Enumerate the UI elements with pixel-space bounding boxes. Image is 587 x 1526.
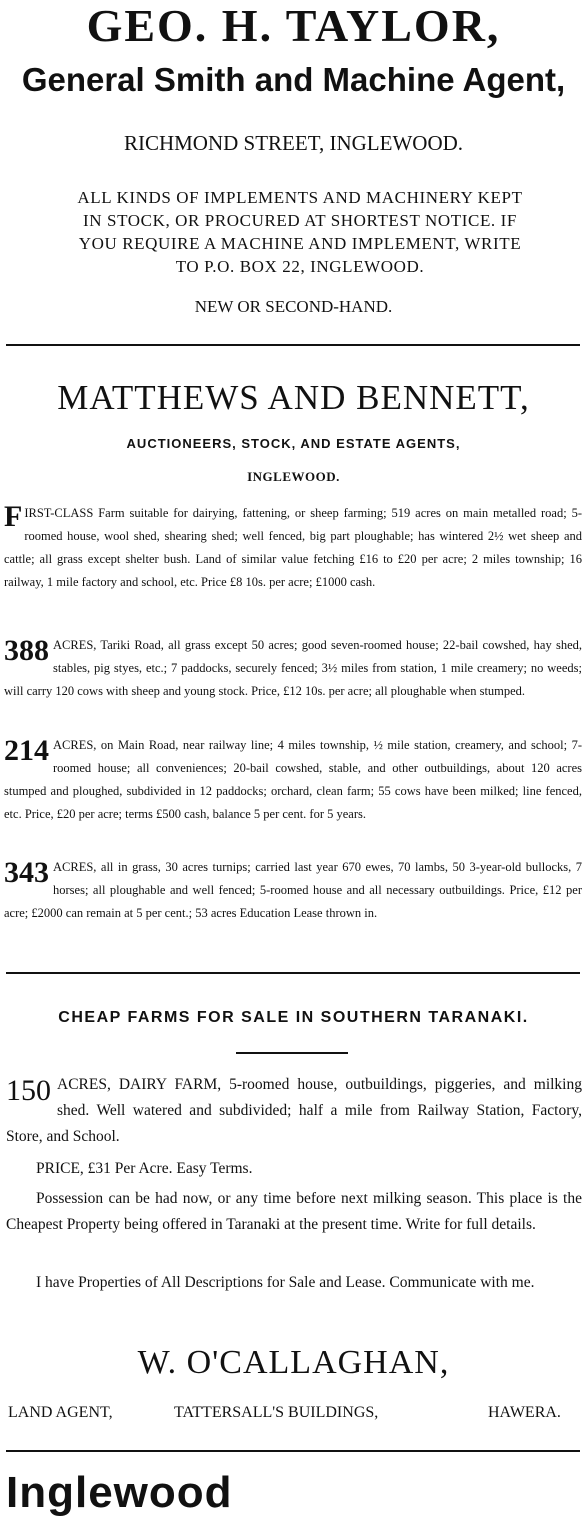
taylor-body-line: YOU REQUIRE A MACHINE AND IMPLEMENT, WRITE (78, 234, 522, 253)
listing-lead: 214 (4, 734, 49, 767)
taylor-body (30, 186, 570, 278)
listing-text: ACRES, all in grass, 30 acres turnips; carried last year 670 ewes, 70 lambs, 50 3-year-old bullocks, 7 horses; all ploughable and well fenced; 5-roomed house and all necessary outbuildings. Price, £12 per acre; £2000 can remain at 5 per cent.; 53 acres Education Lease thrown in. (4, 860, 582, 920)
taylor-tagline: NEW OR SECOND-HAND. (194, 297, 393, 316)
inglewood-heading: Inglewood (6, 1468, 233, 1517)
farm-description (6, 1072, 582, 1150)
listing-item (4, 856, 582, 925)
farm-price: PRICE, £31 Per Acre. Easy Terms. (36, 1160, 253, 1177)
section-divider (6, 972, 580, 974)
taylor-name: GEO. H. TAYLOR, (86, 0, 501, 51)
taylor-body-line: ALL KINDS OF IMPLEMENTS AND MACHINERY KEPT (77, 188, 523, 207)
ocallaghan-name: W. O'CALLAGHAN, (137, 1344, 450, 1381)
taylor-subtitle: General Smith and Machine Agent, (21, 61, 566, 98)
section-divider (6, 1450, 580, 1452)
listing-item (4, 502, 582, 594)
listing-text: IRST-CLASS Farm suitable for dairying, fattening, or sheep farming; 519 acres on main metalled road; 5-roomed house, wool shed, shearing shed; well fenced, big part ploughable; has wintered 2½ wet sheep and cattle; all grass except shelter bush. Land of similar value fetching £16 to £20 per acre; 2 miles township; 16 railway, 1 mile factory and school, etc. Price £8 10s. per acre; £1000 cash. (4, 506, 582, 589)
matthews-subtitle: AUCTIONEERS, STOCK, AND ESTATE AGENTS, (126, 436, 461, 451)
farm-properties: I have Properties of All Descriptions for Sale and Lease. Communicate with me. (36, 1274, 535, 1291)
listing-lead: F (4, 500, 23, 533)
matthews-name: MATTHEWS AND BENNETT, (57, 378, 530, 417)
listing-text: ACRES, on Main Road, near railway line; 4 miles township, ½ mile station, creamery, and school; 7-roomed house; all conveniences; 20-bail cowshed, stable, and other outbuildings, about 120 acres stumped and ploughed, subdivided in 12 paddocks; orchard, clean farm; 55 cows have been milked; line fenced, etc. Price, £20 per acre; terms £500 cash, balance 5 per cent. for 5 years. (4, 738, 582, 821)
farm-text: ACRES, DAIRY FARM, 5-roomed house, outbuildings, piggeries, and milking shed. Well watered and subdivided; half a mile from Railway Station, Factory, Store, and School. (6, 1076, 582, 1145)
heading-underline (236, 1052, 348, 1054)
listing-item (4, 734, 582, 826)
taylor-address: RICHMOND STREET, INGLEWOOD. (123, 131, 464, 155)
ocallaghan-town: HAWERA. (488, 1404, 561, 1421)
taylor-body-line: IN STOCK, OR PROCURED AT SHORTEST NOTICE. IF (83, 211, 517, 230)
ocallaghan-role: LAND AGENT, (8, 1404, 113, 1421)
farm-possession: Possession can be had now, or any time before next milking season. This place is the Cheapest Property being offered in Taranaki at the present time. Write for full details. (6, 1190, 582, 1233)
ocallaghan-buildings: TATTERSALL'S BUILDINGS, (174, 1404, 379, 1421)
taylor-body-line: TO P.O. BOX 22, INGLEWOOD. (175, 257, 425, 276)
matthews-town: INGLEWOOD. (247, 469, 340, 484)
listing-lead: 388 (4, 634, 49, 667)
listing-text: ACRES, Tariki Road, all grass except 50 acres; good seven-roomed house; 22-bail cowshed, hay shed, stables, pig styes, etc.; 7 paddocks, securely fenced; 3½ miles from station, 1 mile creamery; no weeds; will carry 120 cows with sheep and young stock. Price, £12 10s. per acre; all ploughable when stumped. (4, 638, 582, 698)
farm-lead: 150 (6, 1074, 51, 1107)
listing-item (4, 634, 582, 703)
cheap-farms-heading: CHEAP FARMS FOR SALE IN SOUTHERN TARANAKI. (58, 1009, 529, 1026)
listing-lead: 343 (4, 856, 49, 889)
section-divider (6, 344, 580, 346)
